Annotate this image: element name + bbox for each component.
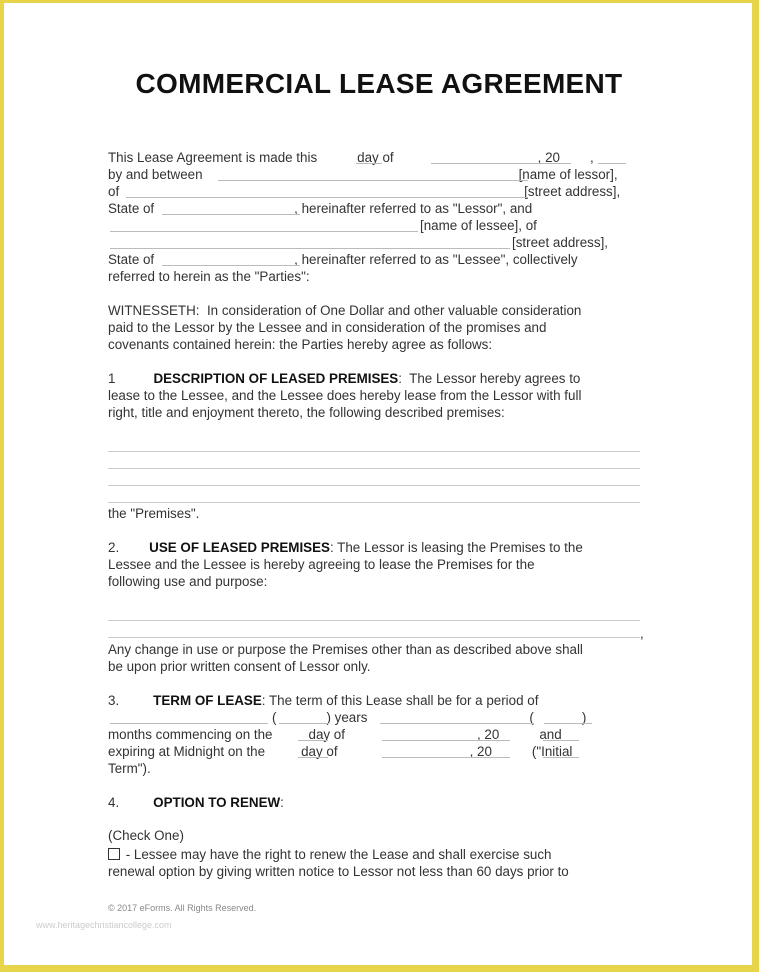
expire-month-blank[interactable] bbox=[382, 757, 510, 758]
intro-text: , hereinafter referred to as "Lessee", collectively bbox=[294, 252, 578, 267]
section-text: expiring at Midnight on the bbox=[108, 744, 266, 759]
section-3-line-5: Term"). bbox=[108, 761, 151, 776]
lessee-state-blank[interactable] bbox=[162, 265, 300, 266]
section-text: ) bbox=[581, 710, 587, 725]
section-text: , 20 bbox=[469, 744, 492, 759]
section-text: , 20 bbox=[476, 727, 500, 742]
section-number: 4. bbox=[108, 795, 120, 810]
lessor-name-blank[interactable] bbox=[218, 180, 528, 181]
intro-text: This Lease Agreement is made this bbox=[108, 150, 318, 165]
section-text: ("Initial bbox=[531, 744, 573, 759]
section-text: ( bbox=[272, 710, 277, 725]
renew-option-checkbox[interactable] bbox=[108, 848, 120, 860]
intro-text: [street address], bbox=[512, 235, 609, 250]
witness-line-2: paid to the Lessor by the Lessee and in consideration of the promises and bbox=[108, 320, 547, 335]
section-2-line-1 bbox=[108, 540, 583, 556]
intro-line-8: referred to herein as the "Parties": bbox=[108, 269, 310, 284]
renew-option-1-cont: renewal option by giving written notice to Lessor not less than 60 days prior to bbox=[108, 864, 569, 879]
section-text: months commencing on the bbox=[108, 727, 273, 742]
intro-text: by and between bbox=[108, 167, 203, 182]
intro-text: , bbox=[589, 150, 594, 165]
section-text: : bbox=[280, 795, 284, 810]
year-blank[interactable] bbox=[598, 163, 626, 164]
section-text: ) years bbox=[326, 710, 368, 725]
expire-year-blank[interactable] bbox=[543, 757, 579, 758]
section-number: 1 bbox=[108, 371, 116, 386]
use-rule-1[interactable] bbox=[108, 620, 640, 621]
section-1-line-2: lease to the Lessee, and the Lessee does hereby lease from the Lessor with full bbox=[108, 388, 582, 403]
document-title: COMMERCIAL LEASE AGREEMENT bbox=[135, 68, 623, 99]
section-heading: USE OF LEASED PREMISES bbox=[149, 540, 330, 555]
renew-option-1 bbox=[108, 847, 552, 863]
section-3-line-1 bbox=[108, 693, 538, 709]
intro-text: day of bbox=[357, 150, 394, 165]
term-months-number-blank[interactable] bbox=[544, 723, 592, 724]
intro-text: [name of lessor], bbox=[518, 167, 618, 182]
watermark: www.heritagechristiancollege.com bbox=[36, 920, 172, 930]
day-blank[interactable] bbox=[356, 163, 382, 164]
section-4-heading-line bbox=[108, 795, 284, 811]
section-number: 2. bbox=[108, 540, 120, 555]
term-years-words-blank[interactable] bbox=[110, 723, 268, 724]
lessor-address-blank[interactable] bbox=[126, 197, 528, 198]
section-heading: OPTION TO RENEW bbox=[153, 795, 281, 810]
section-2-line-3: following use and purpose: bbox=[108, 574, 268, 589]
use-comma: , bbox=[640, 626, 644, 641]
intro-text: [street address], bbox=[524, 184, 621, 199]
lessor-state-blank[interactable] bbox=[162, 214, 300, 215]
term-months-words-blank[interactable] bbox=[380, 723, 534, 724]
premises-rule-1[interactable] bbox=[108, 451, 640, 452]
lessee-name-blank[interactable] bbox=[110, 231, 418, 232]
section-text: day of bbox=[308, 727, 345, 742]
section-number: 3. bbox=[108, 693, 120, 708]
section-2-line-2: Lessee and the Lessee is hereby agreeing to lease the Premises for the bbox=[108, 557, 535, 572]
section-text: : The term of this Lease shall be for a period of bbox=[261, 693, 539, 708]
copyright-footer: © 2017 eForms. All Rights Reserved. bbox=[108, 903, 257, 913]
intro-text: [name of lessee], of bbox=[420, 218, 537, 233]
section-text: - Lessee may have the right to renew the Lease and shall exercise such bbox=[122, 847, 552, 862]
document-page bbox=[4, 3, 752, 965]
section-text: and bbox=[539, 727, 562, 742]
section-1-line-1 bbox=[108, 371, 580, 387]
section-text: day of bbox=[301, 744, 338, 759]
section-heading: DESCRIPTION OF LEASED PREMISES bbox=[153, 371, 399, 386]
use-rule-2[interactable] bbox=[108, 637, 640, 638]
witness-line-3: covenants contained herein: the Parties hereby agree as follows: bbox=[108, 337, 493, 352]
section-2-line-5: be upon prior written consent of Lessor only. bbox=[108, 659, 371, 674]
lessee-address-blank[interactable] bbox=[110, 248, 510, 249]
section-2-line-4: Any change in use or purpose the Premises other than as described above shall bbox=[108, 642, 583, 657]
section-heading: TERM OF LEASE bbox=[153, 693, 262, 708]
expire-day-blank[interactable] bbox=[298, 757, 328, 758]
section-1-after: the "Premises". bbox=[108, 506, 200, 521]
premises-rule-3[interactable] bbox=[108, 485, 640, 486]
commence-day-blank[interactable] bbox=[298, 740, 328, 741]
section-text: : The Lessor hereby agrees to bbox=[398, 371, 581, 386]
intro-text: State of bbox=[108, 252, 155, 267]
section-1-line-3: right, title and enjoyment thereto, the following described premises: bbox=[108, 405, 505, 420]
intro-text: State of bbox=[108, 201, 155, 216]
intro-text: of bbox=[108, 184, 120, 199]
witness-line-1: WITNESSETH: In consideration of One Dollar and other valuable consideration bbox=[108, 303, 582, 318]
term-years-number-blank[interactable] bbox=[279, 723, 329, 724]
section-text: ( bbox=[529, 710, 534, 725]
commence-year-blank[interactable] bbox=[543, 740, 579, 741]
section-text: : The Lessor is leasing the Premises to the bbox=[329, 540, 583, 555]
intro-text: , hereinafter referred to as "Lessor", and bbox=[294, 201, 533, 216]
premises-rule-2[interactable] bbox=[108, 468, 640, 469]
intro-text: , 20 bbox=[537, 150, 560, 165]
check-one-label: (Check One) bbox=[108, 828, 184, 843]
month-blank[interactable] bbox=[431, 163, 571, 164]
premises-rule-4[interactable] bbox=[108, 502, 640, 503]
commence-month-blank[interactable] bbox=[382, 740, 510, 741]
